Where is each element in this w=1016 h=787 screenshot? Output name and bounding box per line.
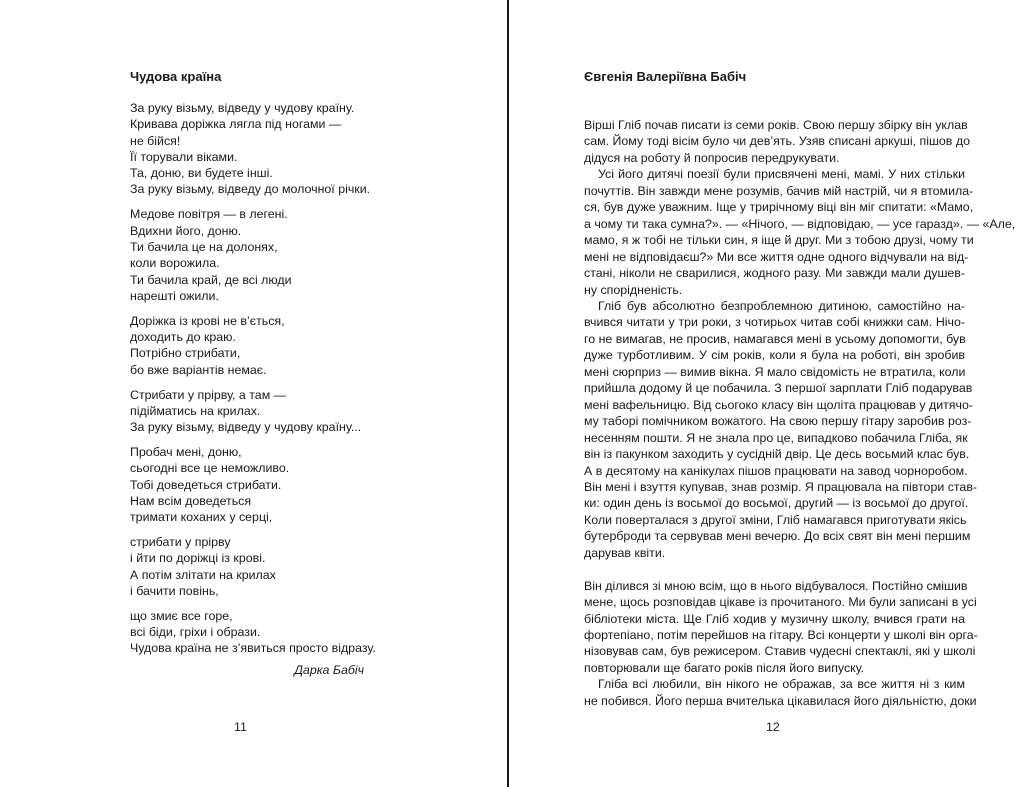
prose-line: Коли поверталася з другої зміни, Гліб намагався приготувати якісь — [584, 512, 967, 527]
prose-line: го не вимагав, не просив, намагався мені в усьому допомогти, був — [584, 331, 966, 346]
poem-stanza — [130, 534, 500, 599]
poem-title: Чудова країна — [130, 69, 222, 84]
prose-line: дарував квіти. — [584, 545, 666, 560]
poem-line: нарешті ожили. — [130, 288, 219, 303]
poem-author: Дарка Бабіч — [294, 663, 364, 677]
prose-line: не побився. Його перша вчителька цікавилася його діяльністю, доки — [584, 693, 977, 708]
prose-line: мені сюрприз — вимив вікна. Я мало свідомість не втратила, коли — [584, 364, 966, 379]
poem-line: сьогодні все це неможливо. — [130, 461, 290, 476]
prose-line: А в десятому на канікулах пішов працювати на завод чорноробом. — [584, 463, 968, 478]
prose-line: стані, ніколи не сварилися, жодного разу. Ми завжди мали душев- — [584, 266, 965, 281]
prose-line: а чому ти така сумна?». — «Нічого, — відповідаю, — усе гаразд». — «Але, — [584, 216, 1016, 231]
poem-line: За руку візьму, відведу до молочної річки. — [130, 182, 371, 197]
poem-line: За руку візьму, відведу у чудову країну. — [130, 101, 355, 115]
poem-line: А потім злітати на крилах — [130, 567, 276, 582]
poem-line: За руку візьму, відведу у чудову країну... — [130, 420, 362, 435]
book-spine — [507, 0, 509, 787]
poem-stanza — [130, 100, 500, 198]
prose-line: несенням пошти. Я не знала про це, випадково побачила Гліба, як — [584, 430, 968, 445]
prose-line: сам. Йому тоді вісім було чи дев’ять. Узяв списані аркуші, пішов до — [584, 134, 970, 149]
poem-line: бо вже варіантів немає. — [130, 362, 267, 377]
prose-line: Гліб був абсолютно безпроблемною дитиною, самостійно на- — [598, 298, 965, 313]
poem-line: і бачити повінь, — [130, 583, 219, 598]
poem-line: Ти бачила це на долонях, — [130, 239, 278, 254]
poem-line: Кривава доріжка лягла під ногами — — [130, 117, 342, 132]
prose-line: Вірші Гліб почав писати із семи років. Свою першу збірку він уклав — [584, 118, 968, 132]
prose-line: він із пакунком заходить у сусідній двір. Це десь восьмий клас був. — [584, 447, 970, 462]
prose-line: дуже турботливим. У сім років, коли я була на роботі, він зробив — [584, 348, 965, 363]
essay-title: Євгенія Валеріївна Бабіч — [584, 69, 747, 84]
poem-line: Стрибати у прірву, а там — — [130, 387, 287, 402]
poem-line: тримати коханих у серці, — [130, 510, 273, 525]
prose-line: бібліотеки міста. Ще Гліб ходив у музичну школу, вчився грати на — [584, 611, 965, 626]
poem-line: стрибати у прірву — [130, 535, 231, 550]
prose-line: мені не відповідаєш?» Ми все життя одне одного відчували на від- — [584, 249, 969, 264]
poem-line: підійматись на крилах. — [130, 403, 261, 418]
prose-line: вчився читати у три роки, з чотирьох читав собі книжки сам. Нічо- — [584, 315, 965, 330]
right-page — [510, 0, 1016, 787]
poem-line: Її торували віками. — [130, 149, 238, 164]
poem-line: Медове повітря — в легені. — [130, 207, 288, 222]
essay-body — [584, 117, 1016, 709]
poem-line: всі біди, гріхи і образи. — [130, 625, 261, 640]
poem-line: що змиє все горе, — [130, 608, 233, 623]
prose-line: повторювали ще багато років після його випуску. — [584, 660, 865, 675]
poem-stanza — [130, 608, 500, 657]
paragraph-gap — [584, 561, 965, 577]
page-number-right: 12 — [766, 720, 780, 734]
poem-line: і йти по доріжці із крові. — [130, 551, 266, 566]
prose-line: прийшла додому й це побачила. З першої зарплати Гліб подарував — [584, 381, 973, 396]
prose-line: фортепіано, потім перейшов на гітару. Всі концерти у школі він орга- — [584, 628, 978, 643]
poem-line: Тобі доведеться стрибати. — [130, 477, 282, 492]
poem-body — [130, 100, 500, 665]
poem-stanza — [130, 387, 500, 436]
poem-stanza — [130, 444, 500, 525]
poem-stanza — [130, 206, 500, 304]
prose-line: мамо, я ж тобі не тільки син, я іще й друг. Ми з тобою друзі, чому ти — [584, 233, 974, 248]
poem-line: Нам всім доведеться — [130, 493, 252, 508]
poem-line: Доріжка із крові не в’ється, — [130, 313, 285, 328]
poem-line: Чудова країна не з’явиться просто відразу. — [130, 641, 376, 656]
prose-line: Усі його дитячі поезії були присвячені мені, мамі. У них стільки — [598, 167, 965, 182]
prose-line: нізовував сам, був режисером. Ставив чудесні спектаклі, які у школі — [584, 644, 976, 659]
prose-line: Він ділився зі мною всім, що в нього відбувалося. Постійно смішив — [584, 578, 968, 593]
prose-line: почуттів. Він завжди мене розумів, бачив мій настрій, чи я втомила- — [584, 183, 974, 198]
prose-line: бутерброди та сервував мені вечерю. До всіх свят він мені першим — [584, 529, 971, 544]
poem-line: коли ворожила. — [130, 256, 220, 271]
prose-line: Гліба всі любили, він нікого не ображав, за все життя ні з ким — [598, 677, 965, 692]
prose-line: мене, щось розповідав цікаве із прочитаного. Ми були записані в усі — [584, 595, 977, 610]
prose-line: дідуся на роботу й попросив передрукувати. — [584, 150, 840, 165]
page-number-left: 11 — [234, 720, 247, 734]
prose-line: ну спорідненість. — [584, 282, 683, 297]
prose-line: Він мені і взуття купував, знав розмір. Я працювала на півтори став- — [584, 479, 978, 494]
poem-line: Вдихни його, доню. — [130, 223, 242, 238]
poem-line: Та, доню, ви будете інші. — [130, 166, 273, 181]
poem-line: доходить до краю. — [130, 330, 236, 345]
poem-line: Потрібно стрибати, — [130, 346, 241, 361]
poem-line: не бійся! — [130, 133, 181, 148]
poem-line: Пробач мені, доню, — [130, 445, 242, 460]
prose-line: му таборі помічником вожатого. На свою першу гітару заробив роз- — [584, 414, 972, 429]
poem-line: Ти бачила край, де всі люди — [130, 272, 292, 287]
prose-line: ся, був дуже уважним. Іще у трирічному віці він міг спитати: «Мамо, — [584, 200, 974, 215]
prose-line: ки: один день із восьмої до восьмої, другий — із восьмої до другої. — [584, 496, 969, 511]
left-page — [0, 0, 507, 787]
prose-line: мені вафельницю. Від сьогоко класу він щоліта працював у дитячо- — [584, 397, 973, 412]
poem-stanza — [130, 313, 500, 378]
